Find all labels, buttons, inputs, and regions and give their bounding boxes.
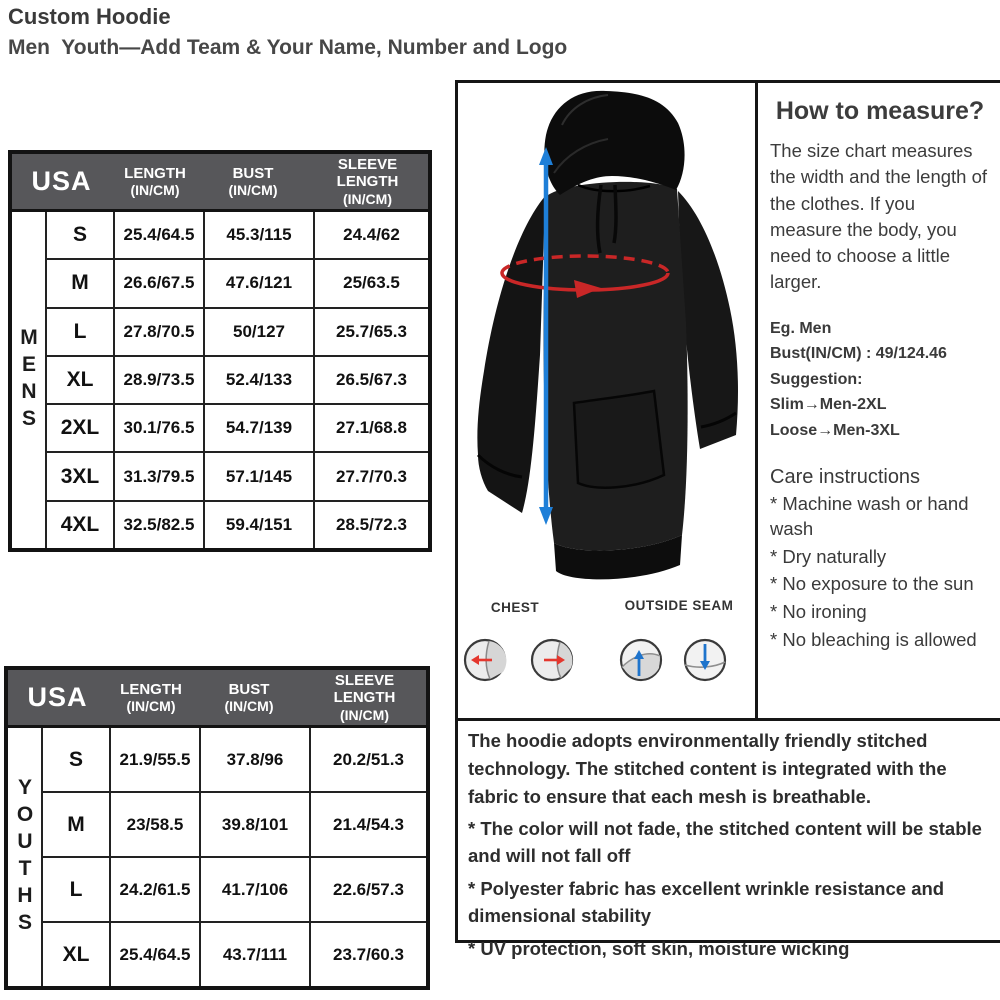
care-item: * Dry naturally (770, 545, 887, 567)
length-cell: 28.9/73.5 (115, 357, 203, 403)
sleeve-cell: 23.7/60.3 (311, 923, 426, 986)
sleeve-cell: 24.4/62 (315, 212, 428, 258)
info-top-region (458, 83, 1000, 718)
bust-cell: 59.4/151 (205, 502, 313, 548)
mens-group-label: MENS (12, 212, 45, 548)
sleeve-cell: 21.4/54.3 (311, 793, 426, 856)
chest-measure-left-icon (463, 638, 507, 682)
product-description-panel (458, 718, 1000, 962)
youths-table-body (8, 728, 426, 986)
bust-cell: 52.4/133 (205, 357, 313, 403)
sleeve-cell: 25.7/65.3 (315, 309, 428, 355)
info-box (455, 80, 1000, 959)
bust-cell: 54.7/139 (205, 405, 313, 451)
page-title: Custom Hoodie (8, 4, 171, 29)
size-cell: 2XL (47, 405, 113, 451)
size-cell: XL (47, 357, 113, 403)
outside-seam-label: OUTSIDE SEAM (624, 598, 734, 613)
care-item: * No exposure to the sun (770, 573, 974, 595)
how-to-measure-heading: How to measure? (775, 97, 985, 125)
sleeve-cell: 22.6/57.3 (311, 858, 426, 921)
sizing-example (770, 316, 990, 444)
mens-table-header (12, 154, 428, 212)
youths-size-table (4, 666, 430, 990)
bust-column-header: BUST (IN/CM) (228, 164, 278, 199)
length-cell: 26.6/67.5 (115, 260, 203, 306)
usa-header: USA (27, 682, 88, 712)
length-column-header: LENGTH (IN/CM) (120, 680, 182, 715)
length-cell: 32.5/82.5 (115, 502, 203, 548)
example-line: Suggestion: (770, 370, 863, 388)
description-bullet: * Polyester fabric has excellent wrinkle resistance and dimensional stability (468, 877, 945, 926)
example-line: Slim→Men-2XL (770, 396, 887, 414)
size-cell: S (43, 728, 109, 791)
bust-cell: 50/127 (205, 309, 313, 355)
length-cell: 25.4/64.5 (111, 923, 199, 986)
chest-measure-right-icon (530, 638, 574, 682)
example-line: Loose→Men-3XL (770, 421, 900, 439)
care-instructions-heading: Care instructions (770, 465, 921, 488)
page-subtitle: Men Youth—Add Team & Your Name, Number and Logo (8, 36, 568, 59)
description-bullet: * UV protection, soft skin, moisture wicking (468, 937, 850, 959)
example-line: Eg. Men (770, 319, 832, 337)
sleeve-column-header: SLEEVE LENGTH (IN/CM) (336, 156, 399, 207)
length-cell: 25.4/64.5 (115, 212, 203, 258)
care-item: * Machine wash or hand wash (770, 492, 969, 539)
length-cell: 24.2/61.5 (111, 858, 199, 921)
sleeve-cell: 27.7/70.3 (315, 453, 428, 499)
size-cell: L (47, 309, 113, 355)
example-line: Bust(IN/CM) : 49/124.46 (770, 345, 947, 363)
sleeve-cell: 28.5/72.3 (315, 502, 428, 548)
length-cell: 30.1/76.5 (115, 405, 203, 451)
length-column-header: LENGTH (IN/CM) (124, 164, 186, 199)
care-item: * No bleaching is allowed (770, 629, 977, 651)
length-cell: 21.9/55.5 (111, 728, 199, 791)
sleeve-cell: 20.2/51.3 (311, 728, 426, 791)
size-cell: L (43, 858, 109, 921)
size-cell: M (43, 793, 109, 856)
how-to-measure-text: The size chart measures the width and the length of the clothes. If you measure the body, you need to choose a little larger. (770, 140, 988, 293)
seam-measure-down-icon (683, 638, 727, 682)
mens-table-body (12, 212, 428, 548)
bust-cell: 37.8/96 (201, 728, 309, 791)
bust-cell: 41.7/106 (201, 858, 309, 921)
seam-measure-up-icon (619, 638, 663, 682)
length-cell: 31.3/79.5 (115, 453, 203, 499)
usa-header: USA (31, 166, 92, 196)
size-cell: M (47, 260, 113, 306)
bust-cell: 45.3/115 (205, 212, 313, 258)
bust-cell: 43.7/111 (201, 923, 309, 986)
youths-table-header (8, 670, 426, 728)
bust-cell: 57.1/145 (205, 453, 313, 499)
sleeve-cell: 27.1/68.8 (315, 405, 428, 451)
length-cell: 23/58.5 (111, 793, 199, 856)
description-intro: The hoodie adopts environmentally friendly stitched technology. The stitched content is integrated with the fabric to ensure that each mesh is breathable. (468, 730, 947, 807)
sleeve-cell: 25/63.5 (315, 260, 428, 306)
length-cell: 27.8/70.5 (115, 309, 203, 355)
sleeve-cell: 26.5/67.3 (315, 357, 428, 403)
bust-cell: 47.6/121 (205, 260, 313, 306)
care-item: * No ironing (770, 601, 867, 623)
hoodie-measure-diagram (458, 83, 758, 718)
hoodie-image (458, 83, 755, 588)
size-cell: 3XL (47, 453, 113, 499)
bust-cell: 39.8/101 (201, 793, 309, 856)
youths-group-label: YOUTHS (8, 728, 41, 986)
description-bullet: * The color will not fade, the stitched content will be stable and will not fall off (468, 818, 982, 867)
bust-column-header: BUST (IN/CM) (224, 680, 274, 715)
sleeve-column-header: SLEEVE LENGTH (IN/CM) (333, 672, 396, 723)
size-cell: 4XL (47, 502, 113, 548)
how-to-measure-panel (758, 83, 1000, 718)
size-cell: S (47, 212, 113, 258)
mens-size-table (8, 150, 432, 552)
chest-label: CHEST (490, 600, 540, 615)
size-cell: XL (43, 923, 109, 986)
